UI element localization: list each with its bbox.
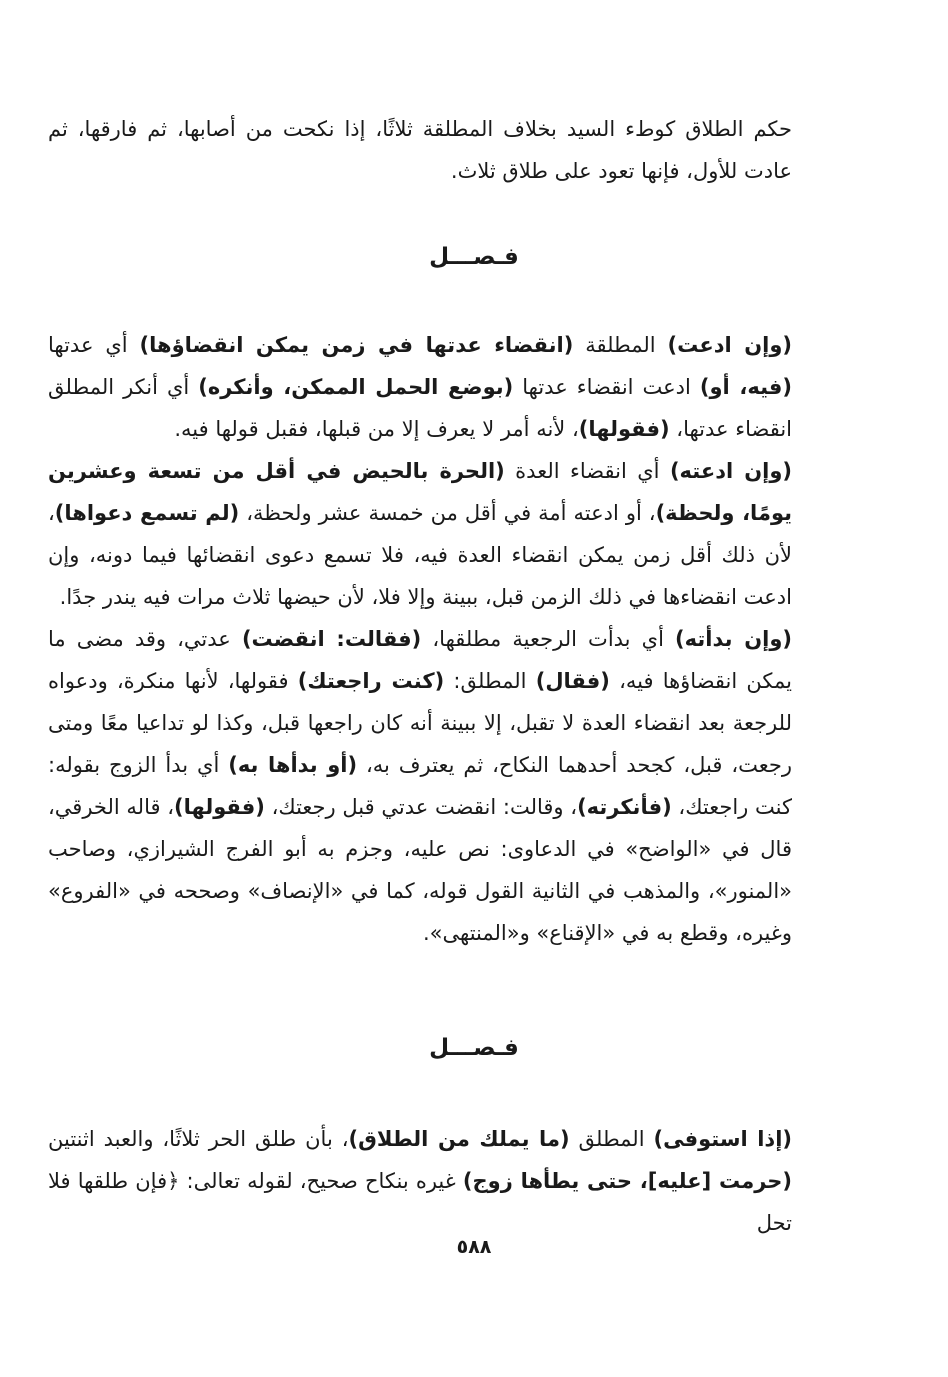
matn-text: (وإن ادعته) [669, 459, 793, 483]
intro-paragraph [48, 108, 792, 192]
sharh-text: المطلقة [573, 333, 668, 357]
matn-text: (انقضاء عدتها في زمن يمكن انقضاؤها) [139, 333, 574, 357]
matn-text: (أو بدأها به) [228, 753, 358, 777]
matn-text: (إذا استوفى) [653, 1127, 793, 1151]
page-number: ٥٨٨ [456, 1236, 492, 1258]
sharh-text: فقولها، لأنها منكرة، ودعواه للرجعة بعد انقضاء العدة لا تقبل، إلا ببينة أنه كان راجعها قبل، وكذا لو تداعيا معًا ومتى رجعت، قبل، كجحد أحدهما النكاح، ثم يعترف به، [48, 669, 792, 777]
sharh-text: أي بدأ الزوج بقوله: كنت راجعتك، [48, 753, 792, 819]
sharh-text: ، لأن ذلك أقل زمن يمكن انقضاء العدة فيه، فلا تسمع دعوى انقضائها فيما دونه، وإن ادعت انقضاءها في ذلك الزمن قبل، ببينة وإلا فلا، لأن حيضها ثلاث مرات فيه يندر جدًا. [48, 501, 792, 609]
sharh-text: ، بأن طلق الحر ثلاثًا، والعبد اثنتين [48, 1127, 349, 1151]
paragraph [48, 450, 792, 618]
matn-text: (فأنكرته) [577, 795, 672, 819]
matn-text: (ما يملك من الطلاق) [348, 1127, 570, 1151]
matn-text: (فيه، أو) [699, 375, 793, 399]
matn-text: (كنت راجعتك) [297, 669, 445, 693]
matn-text: (حرمت [عليه]، حتى يطأها زوج) [462, 1169, 792, 1193]
sharh-text: أي بدأت الرجعية مطلقها، [421, 627, 676, 651]
matn-text: (وإن بدأته) [675, 627, 792, 651]
matn-text: (فقال) [535, 669, 610, 693]
section-2-body [48, 1118, 792, 1244]
sharh-text: أي أنكر المطلق انقضاء عدتها، [48, 375, 792, 441]
sharh-text: ادعت انقضاء عدتها [513, 375, 700, 399]
matn-text: (لم تسمع دعواها) [54, 501, 240, 525]
sharh-text: المطلق [569, 1127, 654, 1151]
sharh-text: ، لأنه أمر لا يعرف إلا من قبلها، فقبل قولها فيه. [174, 417, 579, 441]
paragraph [48, 618, 792, 954]
sharh-text: ، وقالت: انقضت عدتي قبل رجعتك، [264, 795, 578, 819]
matn-text: (فقالت: انقضت) [241, 627, 422, 651]
matn-text: (فقولها) [174, 795, 265, 819]
sharh-text: ، قاله الخرقي، قال في «الواضح» في الدعاوى: نص عليه، وجزم به أبو الفرج الشيرازي، وصاحب «المنور»، والمذهب في الثانية القول قوله، كما في «الإنصاف» وصححه في «الفروع» وغيره، وقطع به في «الإقناع» و«المنتهى». [48, 795, 792, 945]
intro-text: حكم الطلاق كوطء السيد بخلاف المطلقة ثلاثًا، إذا نكحت من أصابها، ثم فارقها، ثم عادت للأول، فإنها تعود على طلاق ثلاث. [48, 117, 792, 183]
matn-text: (فقولها) [578, 417, 670, 441]
sharh-text: ، أو ادعته أمة في أقل من خمسة عشر ولحظة، [239, 501, 656, 525]
section-heading: فـصـــل [429, 244, 519, 270]
matn-text: (الحرة بالحيض في أقل من تسعة وعشرين يومًا، ولحظة) [48, 459, 792, 525]
paragraph [48, 324, 792, 450]
sharh-text: غيره بنكاح صحيح، لقوله تعالى: ﴿فإن طلقها فلا تحل [48, 1169, 792, 1235]
matn-text: (بوضع الحمل الممكن، وأنكره) [198, 375, 514, 399]
matn-text: (وإن ادعت) [667, 333, 792, 357]
sharh-text: المطلق: [444, 669, 536, 693]
paragraph [48, 1118, 792, 1244]
sharh-text: أي انقضاء العدة [504, 459, 670, 483]
section-heading: فـصـــل [429, 1035, 519, 1061]
section-1-body [48, 324, 792, 954]
sharh-text: عدتي، وقد مضى ما يمكن انقضاؤها فيه، [48, 627, 792, 693]
sharh-text: أي عدتها [48, 333, 140, 357]
